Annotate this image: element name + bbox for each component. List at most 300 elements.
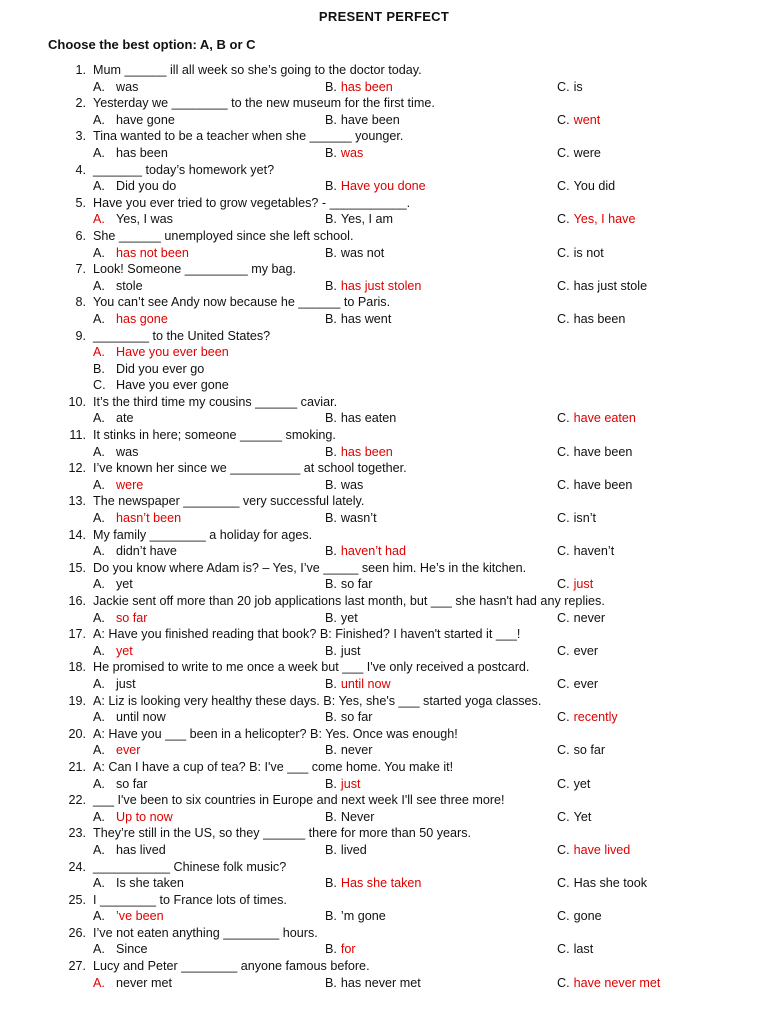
correct-answer-text: Have you done xyxy=(340,179,426,194)
answer-option[interactable] xyxy=(557,975,660,992)
question-text: Do you know where Adam is? – Yes, I’ve _____ seen him. He’s in the kitchen. xyxy=(93,560,527,575)
option-text: have been xyxy=(573,477,633,492)
option-letter: B. xyxy=(325,145,337,160)
correct-answer-text: ’ve been xyxy=(116,909,164,924)
question-text: The newspaper ________ very successful lately. xyxy=(93,494,365,509)
option-text: so far xyxy=(116,776,148,791)
option-letter: C. xyxy=(557,577,570,592)
question-number: 11. xyxy=(69,428,86,443)
option-letter: A. xyxy=(93,809,105,824)
question-number: 2. xyxy=(75,96,86,111)
question-text: Mum ______ ill all week so she’s going to the doctor today. xyxy=(93,63,422,77)
answer-option[interactable] xyxy=(557,510,596,527)
question-text: A: Liz is looking very healthy these days. B: Yes, she's ___ started yoga classes. xyxy=(93,693,542,708)
question-number: 18. xyxy=(68,660,86,675)
option-text: Has she took xyxy=(573,876,648,891)
answer-option[interactable] xyxy=(93,112,175,129)
option-text: ever xyxy=(573,676,599,691)
option-letter: A. xyxy=(93,676,105,691)
answer-option[interactable] xyxy=(325,875,421,892)
option-letter: B. xyxy=(325,809,337,824)
option-text: have been xyxy=(340,112,400,127)
options-row xyxy=(0,477,768,494)
question-number: 10. xyxy=(68,394,86,409)
question-line xyxy=(0,825,768,842)
correct-answer-text: ever xyxy=(116,743,141,758)
question-number: 16. xyxy=(68,594,86,608)
answer-option[interactable] xyxy=(325,908,386,925)
answer-option[interactable] xyxy=(93,842,166,859)
option-letter: A. xyxy=(93,909,105,924)
option-letter: C. xyxy=(557,112,570,127)
option-letter: C. xyxy=(557,477,570,492)
answer-option[interactable] xyxy=(93,444,138,461)
option-text: until now xyxy=(116,710,166,725)
question-number: 26. xyxy=(68,925,86,940)
option-letter: A. xyxy=(93,842,105,857)
option-letter: B. xyxy=(325,842,337,857)
correct-answer-text: Has she taken xyxy=(340,876,422,891)
answer-option[interactable] xyxy=(557,112,600,129)
option-text: ate xyxy=(116,411,134,426)
answer-option[interactable] xyxy=(325,676,391,693)
answer-option[interactable] xyxy=(325,311,391,328)
answer-option[interactable] xyxy=(325,245,384,262)
option-text: lived xyxy=(340,842,367,857)
option-letter: B. xyxy=(325,975,337,990)
question-number: 14. xyxy=(68,527,86,542)
option-letter: C. xyxy=(557,212,570,227)
answer-option[interactable] xyxy=(557,543,614,560)
question-number: 7. xyxy=(75,262,86,277)
option-text: has been xyxy=(573,311,626,326)
option-text: was xyxy=(340,477,364,492)
question-number: 24. xyxy=(68,859,86,874)
question-line xyxy=(0,792,768,809)
answer-option[interactable] xyxy=(325,145,363,162)
option-text: has lived xyxy=(116,842,166,857)
answer-option[interactable] xyxy=(325,842,367,859)
options-row xyxy=(0,610,768,627)
question-line xyxy=(0,892,768,909)
option-letter: C. xyxy=(557,842,570,857)
options-row xyxy=(0,278,768,295)
question-number: 8. xyxy=(75,295,86,310)
question-line xyxy=(0,162,768,179)
option-letter: C. xyxy=(557,311,570,326)
options-row xyxy=(0,178,768,195)
answer-option[interactable] xyxy=(325,643,361,660)
question-line xyxy=(0,294,768,311)
option-text: never xyxy=(573,610,606,625)
option-letter: C. xyxy=(557,676,570,691)
option-line xyxy=(0,361,768,378)
correct-answer-text: went xyxy=(573,112,601,127)
answer-option[interactable] xyxy=(93,709,166,726)
answer-option[interactable] xyxy=(93,361,204,378)
answer-option[interactable] xyxy=(557,145,601,162)
option-text: Have you ever gone xyxy=(116,378,229,393)
option-text: yet xyxy=(573,776,591,791)
options-row xyxy=(0,941,768,958)
option-letter: C. xyxy=(557,145,570,160)
question-line xyxy=(0,95,768,112)
option-letter: A. xyxy=(93,179,105,194)
question-number: 5. xyxy=(75,195,86,210)
answer-option[interactable] xyxy=(93,477,143,494)
question-text: A: Have you ___ been in a helicopter? B: Yes. Once was enough! xyxy=(93,726,458,741)
question-text: He promised to write to me once a week but ___ I've only received a postcard. xyxy=(93,660,530,675)
answer-option[interactable] xyxy=(325,941,356,958)
question-list xyxy=(0,62,768,991)
correct-answer-text: for xyxy=(340,942,356,957)
question-line xyxy=(0,759,768,776)
answer-option[interactable] xyxy=(93,776,148,793)
answer-option[interactable] xyxy=(557,311,625,328)
options-row xyxy=(0,676,768,693)
question-number: 19. xyxy=(68,693,86,708)
answer-option[interactable] xyxy=(93,510,181,527)
option-letter: B. xyxy=(325,909,337,924)
option-letter: C. xyxy=(557,776,570,791)
option-letter: B. xyxy=(325,444,337,459)
question-number: 15. xyxy=(68,560,86,575)
option-letter: B. xyxy=(325,776,337,791)
answer-option[interactable] xyxy=(93,676,136,693)
answer-option[interactable] xyxy=(93,941,148,958)
answer-option[interactable] xyxy=(93,809,173,826)
correct-answer-text: have eaten xyxy=(573,411,636,426)
option-text: has been xyxy=(116,145,168,160)
answer-option[interactable] xyxy=(325,809,375,826)
answer-option[interactable] xyxy=(557,245,604,262)
correct-answer-text: have never met xyxy=(573,975,661,990)
answer-option[interactable] xyxy=(557,576,593,593)
option-text: Did you do xyxy=(116,179,177,194)
answer-option[interactable] xyxy=(93,145,168,162)
question-number: 22. xyxy=(68,793,86,808)
option-letter: A. xyxy=(93,477,105,492)
option-letter: A. xyxy=(93,444,105,459)
option-letter: A. xyxy=(93,212,105,227)
option-text: Did you ever go xyxy=(116,361,205,376)
question-text: ___________ Chinese folk music? xyxy=(93,859,287,874)
answer-option[interactable] xyxy=(93,211,173,228)
option-letter: B. xyxy=(325,278,337,293)
options-row xyxy=(0,410,768,427)
option-letter: A. xyxy=(93,544,105,559)
option-letter: C. xyxy=(557,544,570,559)
answer-option[interactable] xyxy=(93,975,172,992)
option-letter: A. xyxy=(93,776,105,791)
question-text: It stinks in here; someone ______ smoking. xyxy=(93,428,336,443)
answer-option[interactable] xyxy=(557,610,605,627)
option-text: ever xyxy=(573,643,599,658)
option-text: just xyxy=(116,676,136,691)
answer-option[interactable] xyxy=(557,278,647,295)
answer-option[interactable] xyxy=(93,643,133,660)
option-text: didn’t have xyxy=(116,544,177,559)
option-text: Yes, I am xyxy=(340,212,393,227)
option-letter: A. xyxy=(93,975,105,990)
option-text: gone xyxy=(573,909,602,924)
option-text: have gone xyxy=(116,112,175,127)
option-letter: A. xyxy=(93,278,105,293)
question-number: 1. xyxy=(75,63,86,77)
correct-answer-text: just xyxy=(340,776,361,791)
answer-option[interactable] xyxy=(557,842,630,859)
question-line xyxy=(0,493,768,510)
question-text: ________ to the United States? xyxy=(93,328,271,343)
option-letter: B. xyxy=(325,477,337,492)
option-letter: A. xyxy=(93,876,105,891)
answer-option[interactable] xyxy=(325,510,377,527)
options-row xyxy=(0,975,768,992)
options-row xyxy=(0,444,768,461)
option-letter: A. xyxy=(93,577,105,592)
instructions: Choose the best option: A, B or C xyxy=(48,37,256,52)
option-letter: C. xyxy=(557,511,570,526)
option-text: last xyxy=(573,942,594,957)
options-row xyxy=(0,908,768,925)
answer-option[interactable] xyxy=(325,610,358,627)
answer-option[interactable] xyxy=(557,676,598,693)
option-letter: A. xyxy=(93,710,105,725)
question-number: 3. xyxy=(75,129,86,144)
answer-option[interactable] xyxy=(93,311,168,328)
question-line xyxy=(0,427,768,444)
answer-option[interactable] xyxy=(93,576,133,593)
option-letter: B. xyxy=(325,577,337,592)
option-letter: C. xyxy=(557,179,570,194)
option-letter: C. xyxy=(557,245,570,260)
question-number: 4. xyxy=(75,162,86,177)
answer-option[interactable] xyxy=(93,377,229,394)
question-line xyxy=(0,726,768,743)
correct-answer-text: just xyxy=(573,577,594,592)
answer-option[interactable] xyxy=(93,543,177,560)
question-number: 21. xyxy=(68,759,86,774)
option-line xyxy=(0,344,768,361)
answer-option[interactable] xyxy=(93,245,189,262)
answer-option[interactable] xyxy=(93,875,184,892)
option-letter: C. xyxy=(557,278,570,293)
option-text: has never met xyxy=(340,975,421,990)
answer-option[interactable] xyxy=(93,344,229,361)
answer-option[interactable] xyxy=(557,178,615,195)
question-text: I ________ to France lots of times. xyxy=(93,892,287,907)
correct-answer-text: has been xyxy=(340,444,393,459)
option-letter: B. xyxy=(325,643,337,658)
option-letter: A. xyxy=(93,245,105,260)
answer-option[interactable] xyxy=(325,410,396,427)
option-letter: B. xyxy=(325,876,337,891)
correct-answer-text: hasn’t been xyxy=(116,511,182,526)
answer-option[interactable] xyxy=(557,79,583,96)
option-text: wasn’t xyxy=(340,511,377,526)
question-text: Lucy and Peter ________ anyone famous before. xyxy=(93,959,370,974)
option-text: was xyxy=(116,79,139,94)
option-letter: C. xyxy=(557,809,570,824)
option-text: Is she taken xyxy=(116,876,184,891)
answer-option[interactable] xyxy=(325,444,393,461)
option-text: You did xyxy=(573,179,616,194)
question-number: 25. xyxy=(68,892,86,907)
option-text: yet xyxy=(116,577,133,592)
answer-option[interactable] xyxy=(557,875,647,892)
question-number: 9. xyxy=(75,328,86,343)
answer-option[interactable] xyxy=(93,79,138,96)
options-row xyxy=(0,79,768,96)
answer-option[interactable] xyxy=(557,709,618,726)
option-text: stole xyxy=(116,278,143,293)
option-letter: C. xyxy=(557,610,570,625)
question-line xyxy=(0,659,768,676)
option-text: was not xyxy=(340,245,385,260)
option-letter: B. xyxy=(325,743,337,758)
correct-answer-text: has gone xyxy=(116,311,168,326)
answer-option[interactable] xyxy=(325,178,426,195)
answer-option[interactable] xyxy=(325,576,372,593)
answer-option[interactable] xyxy=(325,975,421,992)
options-row xyxy=(0,211,768,228)
question-line xyxy=(0,693,768,710)
answer-option[interactable] xyxy=(557,742,605,759)
option-letter: B. xyxy=(325,112,337,127)
option-letter: A. xyxy=(93,743,105,758)
answer-option[interactable] xyxy=(325,112,400,129)
answer-option[interactable] xyxy=(557,908,602,925)
option-letter: C. xyxy=(557,743,570,758)
question-line xyxy=(0,328,768,345)
correct-answer-text: Have you ever been xyxy=(116,345,229,360)
option-text: has went xyxy=(340,311,392,326)
options-row xyxy=(0,543,768,560)
options-row xyxy=(0,809,768,826)
option-letter: B. xyxy=(325,245,337,260)
option-letter: B. xyxy=(325,610,337,625)
question-line xyxy=(0,958,768,975)
answer-option[interactable] xyxy=(557,410,636,427)
option-letter: B. xyxy=(93,361,105,376)
answer-option[interactable] xyxy=(325,278,421,295)
options-row xyxy=(0,576,768,593)
question-text: Look! Someone _________ my bag. xyxy=(93,262,297,277)
question-number: 27. xyxy=(68,959,86,974)
option-text: is xyxy=(573,79,583,94)
option-letter: A. xyxy=(93,79,105,94)
question-line xyxy=(0,593,768,610)
answer-option[interactable] xyxy=(325,477,363,494)
options-row xyxy=(0,842,768,859)
question-text: Yesterday we ________ to the new museum for the first time. xyxy=(93,96,435,111)
question-text: I’ve not eaten anything ________ hours. xyxy=(93,925,318,940)
question-text: A: Have you finished reading that book? B: Finished? I haven't started it ___! xyxy=(93,627,521,642)
option-letter: A. xyxy=(93,411,105,426)
option-letter: A. xyxy=(93,610,105,625)
option-letter: C. xyxy=(557,444,570,459)
question-number: 17. xyxy=(68,627,86,642)
option-letter: C. xyxy=(557,909,570,924)
option-text: so far xyxy=(340,577,373,592)
question-line xyxy=(0,527,768,544)
option-letter: A. xyxy=(93,511,105,526)
option-text: isn’t xyxy=(573,511,596,526)
question-text: It’s the third time my cousins ______ caviar. xyxy=(93,394,338,409)
option-text: just xyxy=(340,643,361,658)
option-text: was xyxy=(116,444,139,459)
question-line xyxy=(0,128,768,145)
question-line xyxy=(0,626,768,643)
correct-answer-text: has just stolen xyxy=(340,278,422,293)
option-letter: C. xyxy=(557,643,570,658)
answer-option[interactable] xyxy=(93,178,176,195)
option-letter: A. xyxy=(93,112,105,127)
option-text: is not xyxy=(573,245,604,260)
question-number: 6. xyxy=(75,228,86,243)
answer-option[interactable] xyxy=(325,211,393,228)
correct-answer-text: recently xyxy=(573,710,618,725)
correct-answer-text: so far xyxy=(116,610,148,625)
correct-answer-text: have lived xyxy=(573,842,631,857)
option-letter: C. xyxy=(557,79,570,94)
options-row xyxy=(0,245,768,262)
question-text: _______ today’s homework yet? xyxy=(93,162,275,177)
correct-answer-text: has not been xyxy=(116,245,189,260)
question-line xyxy=(0,460,768,477)
option-letter: B. xyxy=(325,212,337,227)
answer-option[interactable] xyxy=(325,543,406,560)
question-line xyxy=(0,228,768,245)
question-line xyxy=(0,925,768,942)
correct-answer-text: yet xyxy=(116,643,133,658)
question-text: ___ I've been to six countries in Europe and next week I'll see three more! xyxy=(93,793,505,808)
answer-option[interactable] xyxy=(557,444,632,461)
correct-answer-text: Up to now xyxy=(116,809,173,824)
answer-option[interactable] xyxy=(325,742,372,759)
option-letter: B. xyxy=(325,942,337,957)
option-letter: A. xyxy=(93,311,105,326)
option-letter: C. xyxy=(93,378,106,393)
question-line xyxy=(0,62,768,79)
options-row xyxy=(0,145,768,162)
option-letter: A. xyxy=(93,643,105,658)
correct-answer-text: Yes, I have xyxy=(573,212,636,227)
option-text: never xyxy=(340,743,373,758)
answer-option[interactable] xyxy=(93,410,134,427)
option-text: yet xyxy=(340,610,358,625)
answer-option[interactable] xyxy=(557,477,632,494)
answer-option[interactable] xyxy=(325,79,393,96)
option-letter: C. xyxy=(557,942,570,957)
option-text: has just stole xyxy=(573,278,648,293)
question-text: She ______ unemployed since she left school. xyxy=(93,228,354,243)
option-letter: B. xyxy=(325,511,337,526)
answer-option[interactable] xyxy=(93,278,143,295)
answer-option[interactable] xyxy=(557,809,591,826)
answer-option[interactable] xyxy=(557,941,593,958)
answer-option[interactable] xyxy=(93,908,164,925)
answer-option[interactable] xyxy=(93,610,148,627)
options-row xyxy=(0,776,768,793)
answer-option[interactable] xyxy=(557,643,598,660)
answer-option[interactable] xyxy=(325,709,372,726)
answer-option[interactable] xyxy=(325,776,361,793)
answer-option[interactable] xyxy=(93,742,141,759)
answer-option[interactable] xyxy=(557,776,590,793)
options-row xyxy=(0,311,768,328)
answer-option[interactable] xyxy=(557,211,635,228)
